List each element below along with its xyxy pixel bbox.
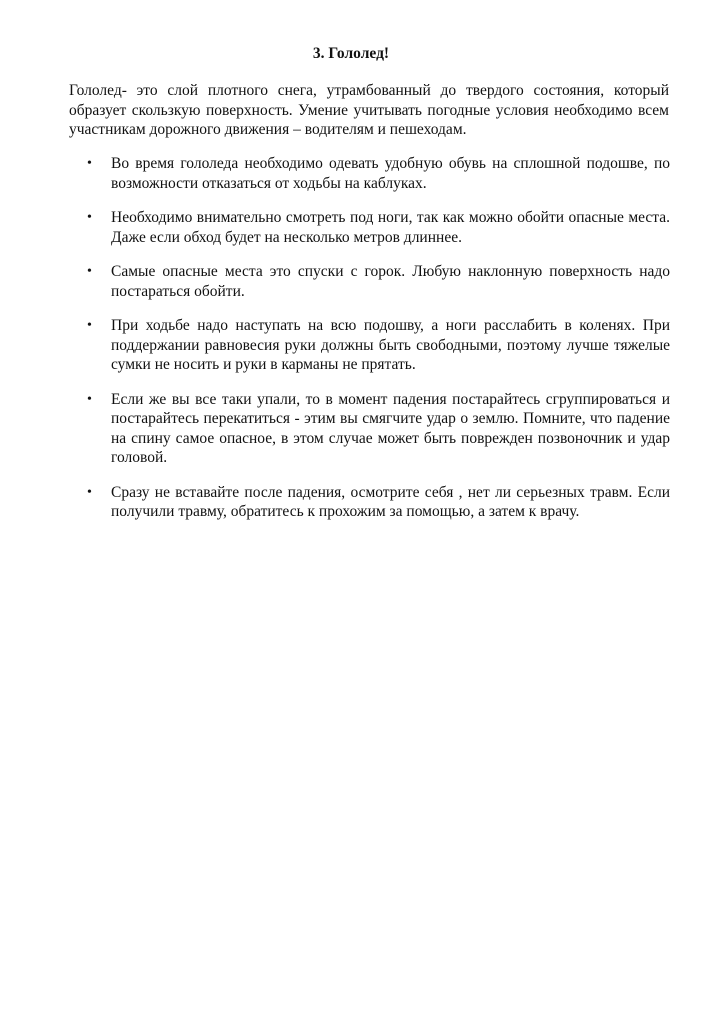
list-item: [0, 208, 702, 247]
bullet-icon: •: [87, 264, 92, 279]
list-item: [0, 316, 702, 375]
bullet-icon: •: [87, 156, 92, 171]
bullet-text: Если же вы все таки упали, то в момент падения постарайтесь сгруппироваться и постарайтесь перекатиться - этим вы смягчите удар о землю. Помните, что падение на спину самое опасное, в этом случае может быть поврежден позвоночник и удар головой.: [111, 390, 670, 466]
document-title: 3. Гололед!: [312, 45, 390, 62]
list-item: [0, 390, 702, 468]
bullet-text: Сразу не вставайте после падения, осмотрите себя , нет ли серьезных травм. Если получили травму, обратитесь к прохожим за помощью, а затем к врачу.: [111, 483, 670, 520]
bullet-text: При ходьбе надо наступать на всю подошву, а ноги расслабить в коленях. При поддержании равновесия руки должны быть свободными, поэтому лучше тяжелые сумки не носить и руки в карманы не прятать.: [111, 317, 670, 373]
bullet-icon: •: [87, 391, 92, 407]
intro-paragraph: Гололед- это слой плотного снега, утрамбованный до твердого состояния, который образует скользкую поверхность. Умение учитывать погодные условия необходимо всем участникам дорожного движения – водителям и пешеходам.: [69, 82, 669, 138]
bullet-text: Во время гололеда необходимо одевать удобную обувь на сплошной подошве, по возможности отказаться от ходьбы на каблуках.: [111, 155, 670, 192]
list-item: [0, 154, 702, 193]
bullet-text: Необходимо внимательно смотреть под ноги, так как можно обойти опасные места. Даже если обход будет на несколько метров длиннее.: [111, 209, 670, 246]
bullet-icon: •: [87, 210, 92, 225]
bullet-icon: •: [87, 318, 92, 333]
bullet-text: Самые опасные места это спуски с горок. Любую наклонную поверхность надо постараться обойти.: [111, 263, 670, 300]
list-item: [0, 262, 702, 301]
list-item: [0, 483, 702, 522]
bullet-icon: •: [87, 484, 92, 500]
bullet-list: [0, 154, 702, 537]
